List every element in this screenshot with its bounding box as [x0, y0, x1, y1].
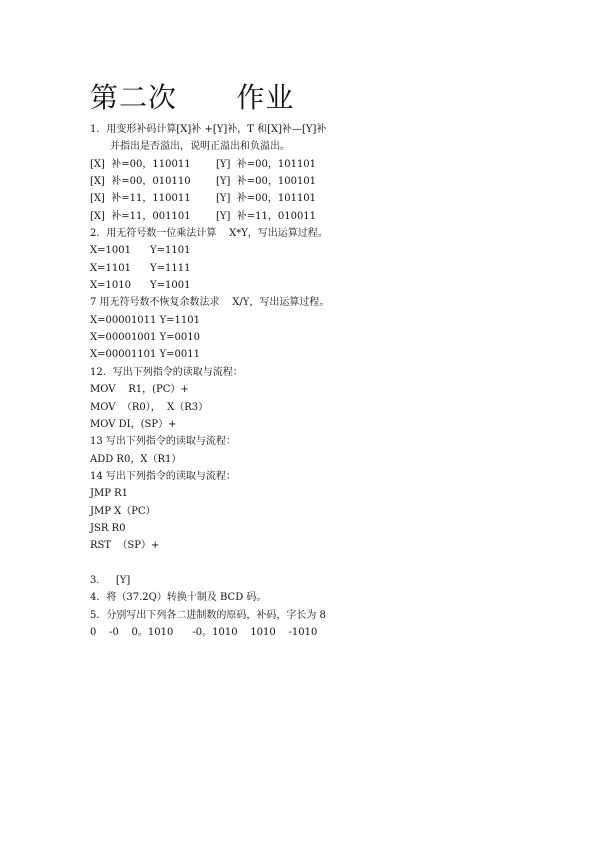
blank-line — [90, 555, 560, 572]
document-title: 第二次 作业 — [90, 81, 295, 114]
q12-instruction-3: MOV DI，(SP）+ — [90, 418, 177, 430]
q1-line: 1．用变形补码计算[X]补 +[Y]补，T 和[X]补—[Y]补 — [90, 124, 327, 135]
q1-line-continued: 并指出是否溢出，说明正溢出和负溢出。 — [110, 141, 290, 153]
q2-data-row-2: X=1101 Y=1111 — [90, 262, 191, 274]
q7-data-row-1: X=00001011 Y=1101 — [90, 314, 201, 326]
q14-line: 14 写出下列指令的读取与流程： — [90, 470, 236, 482]
q14-instruction-4: RST （SP）+ — [90, 540, 160, 552]
q2-line: 2．用无符号数一位乘法计算 X*Y，写出运算过程。 — [90, 228, 328, 240]
q14-instruction-1: JMP R1 — [90, 488, 129, 500]
q7-data-row-2: X=00001001 Y=0010 — [90, 332, 201, 344]
q12-instruction-2: MOV （R0）， X（R3） — [90, 401, 209, 413]
q1-data-row-1: [X] 补=00，110011 [Y] 补=00，101101 — [90, 158, 317, 170]
q7-data-row-3: X=00001101 Y=0011 — [90, 349, 201, 361]
q5-values-line: 0 -0 0。1010 -0。1010 1010 -1010 — [90, 626, 318, 638]
q1-data-row-3: [X] 补=11，110011 [Y] 补=00，101101 — [90, 193, 317, 205]
q13-line: 13 写出下列指令的读取与流程： — [90, 436, 236, 448]
q4-line: 4．将（37.2Q）转换十制及 BCD 码。 — [90, 592, 267, 604]
q12-instruction-1: MOV R1，(PC）+ — [90, 384, 189, 396]
q2-data-row-1: X=1001 Y=1101 — [90, 245, 191, 257]
q3-line: 3． [Y] — [90, 574, 131, 586]
q1-data-row-4: [X] 补=11，001101 [Y] 补=11，010011 — [90, 210, 317, 222]
q5-line: 5．分别写出下列各二进制数的原码，补码，字长为 8 — [90, 609, 326, 621]
q2-data-row-3: X=1010 Y=1001 — [90, 280, 191, 292]
q7-line: 7 用无符号数不恢复余数法求 X/Y，写出运算过程。 — [90, 297, 330, 309]
q12-line: 12．写出下列指令的读取与流程： — [90, 366, 243, 378]
q14-instruction-3: JSR R0 — [90, 522, 126, 534]
q14-instruction-2: JMP X（PC） — [90, 505, 156, 517]
q13-instruction-1: ADD R0，X（R1） — [90, 453, 182, 465]
document-body — [90, 121, 560, 641]
q1-data-row-2: [X] 补=00，010110 [Y] 补=00，100101 — [90, 176, 317, 188]
